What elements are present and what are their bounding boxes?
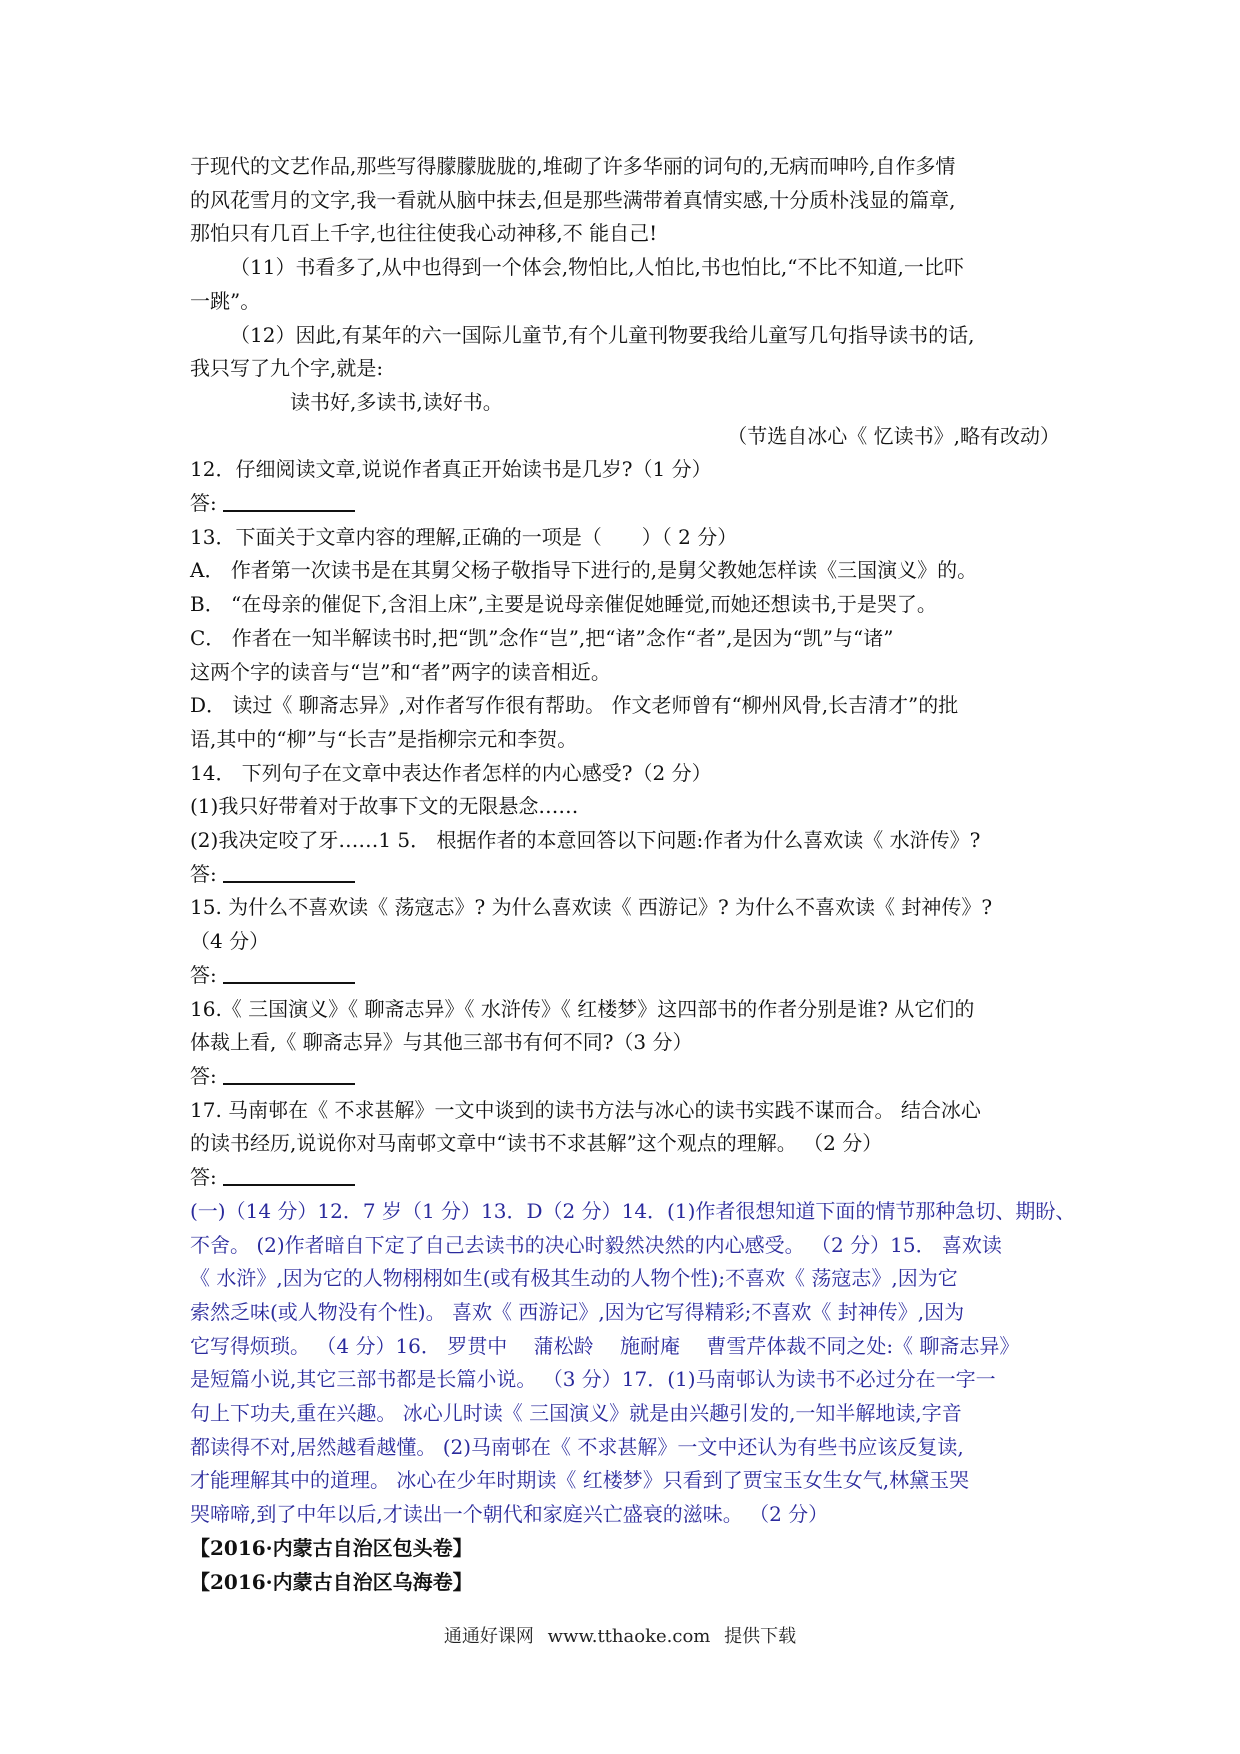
answer-blank [223,863,355,883]
question-17-cont: 的读书经历,说说你对马南邨文章中“读书不求甚解”这个观点的理解。 （2 分） [190,1131,883,1156]
answer-line [190,1060,1060,1094]
paragraph-11-line: （11）书看多了,从中也得到一个体会,物怕比,人怕比,书也怕比,“不比不知道,一比吓 [230,255,964,280]
question-14-item: (2)我决定咬了牙……1 5． 根据作者的本意回答以下问题:作者为什么喜欢读《 水浒传》? [190,828,981,853]
question-12: 12．仔细阅读文章,说说作者真正开始读书是几岁?（1 分） [190,457,712,482]
answer-blank [223,964,355,984]
option-d: D． 读过《 聊斋志异》,对作者写作很有帮助。 作文老师曾有“柳州风骨,长吉清才”的批 [190,693,959,718]
question-17: 17. 马南邨在《 不求甚解》一文中谈到的读书方法与冰心的读书实践不谋而合。 结合冰心 [190,1097,981,1122]
passage-line: 的风花雪月的文字,我一看就从脑中抹去,但是那些满带着真情实感,十分质朴浅显的篇章, [190,187,956,212]
answer-label: 答: [190,1063,217,1088]
question-15-cont: （4 分） [190,929,270,954]
answer-key-line: 才能理解其中的道理。 冰心在少年时期读《 红楼梦》只看到了贾宝玉女生女气,林黛玉哭 [190,1468,970,1493]
question-15: 15. 为什么不喜欢读《 荡寇志》? 为什么喜欢读《 西游记》? 为什么不喜欢读《 封神传》? [190,895,993,920]
answer-blank [223,1166,355,1186]
answer-label: 答: [190,491,217,516]
answer-line [190,1161,1060,1195]
answer-label: 答: [190,861,217,886]
question-16: 16.《 三国演义》《 聊斋志异》《 水浒传》《 红楼梦》这四部书的作者分别是谁? 从它们的 [190,996,975,1021]
option-d-cont: 语,其中的“柳”与“长吉”是指柳宗元和李贺。 [190,726,578,751]
answer-key-line: 都读得不对,居然越看越懂。 (2)马南邨在《 不求甚解》一文中还认为有些书应该反复读, [190,1434,964,1459]
answer-key-line: 不舍。 (2)作者暗自下定了自己去读书的决心时毅然决然的内心感受。 （2 分）15． 喜欢读 [190,1232,1002,1257]
answer-key-line: 《 水浒》,因为它的人物栩栩如生(或有极其生动的人物个性);不喜欢《 荡寇志》,因为它 [190,1266,958,1291]
answer-key-line: 哭啼啼,到了中年以后,才读出一个朝代和家庭兴亡盛衰的滋味。 （2 分） [190,1502,829,1527]
question-14-item: (1)我只好带着对于故事下文的无限悬念…… [190,794,579,819]
paragraph-12-line: 我只写了九个字,就是: [190,356,384,381]
option-a: A． 作者第一次读书是在其舅父杨子敬指导下进行的,是舅父教她怎样读《三国演义》的。 [190,558,978,583]
option-b: B． “在母亲的催促下,含泪上床”,主要是说母亲催促她睡觉,而她还想读书,于是哭了。 [190,592,937,617]
option-c-cont: 这两个字的读音与“岂”和“者”两字的读音相近。 [190,659,611,684]
paragraph-11-line: 一跳”。 [190,288,261,313]
option-c: C． 作者在一知半解读书时,把“凯”念作“岂”,把“诸”念作“者”,是因为“凯”与“诸” [190,625,894,650]
answer-label: 答: [190,1165,217,1190]
section-heading-wuhai: 【2016·内蒙古自治区乌海卷】 [190,1569,473,1594]
passage-line: 于现代的文艺作品,那些写得朦朦胧胧的,堆砌了许多华丽的词句的,无病而呻吟,自作多情 [190,154,956,178]
footer-tail: 提供下载 [724,1626,797,1647]
question-14: 14． 下列句子在文章中表达作者怎样的内心感受?（2 分） [190,760,712,785]
question-13: 13．下面关于文章内容的理解,正确的一项是（ ）（ 2 分） [190,524,738,549]
answer-label: 答: [190,962,217,987]
footer-site: 通通好课网 [443,1626,534,1647]
answer-blank [223,1065,355,1085]
answer-key-line: (一)（14 分）12．7 岁（1 分）13．D（2 分）14．(1)作者很想知道下面的情节那种急切、期盼、 [190,1198,1076,1223]
question-16-cont: 体裁上看,《 聊斋志异》与其他三部书有何不同?（3 分） [190,1030,693,1055]
passage-line: 那怕只有几百上千字,也往往使我心动神移,不 能自己! [190,221,658,246]
answer-key-line: 索然乏味(或人物没有个性)。 喜欢《 西游记》,因为它写得精彩;不喜欢《 封神传》,因为 [190,1299,965,1324]
answer-blank [223,492,355,512]
section-heading-baotou: 【2016·内蒙古自治区包头卷】 [190,1535,473,1560]
page-footer [0,1622,1240,1648]
answer-key-line: 是短篇小说,其它三部书都是长篇小说。 （3 分）17．(1)马南邨认为读书不必过分在一字一 [190,1367,996,1392]
document-body [190,150,1076,1599]
answer-line [190,959,1060,993]
answer-key-line: 句上下功夫,重在兴趣。 冰心儿时读《 三国演义》就是由兴趣引发的,一知半解地读,字音 [190,1401,962,1426]
answer-key-line: 它写得烦琐。 （4 分）16． 罗贯中 蒲松龄 施耐庵 曹雪芹体裁不同之处:《 聊斋志异》 [190,1333,1020,1358]
paragraph-12-line: （12）因此,有某年的六一国际儿童节,有个儿童刊物要我给儿童写几句指导读书的话, [230,322,975,347]
answer-line [190,858,1060,892]
answer-line [190,487,1060,521]
motto: 读书好,多读书,读好书。 [290,389,503,414]
footer-url[interactable]: www.tthaoke.com [547,1626,711,1647]
source-note: （节选自冰心《 忆读书》,略有改动） [727,423,1060,448]
